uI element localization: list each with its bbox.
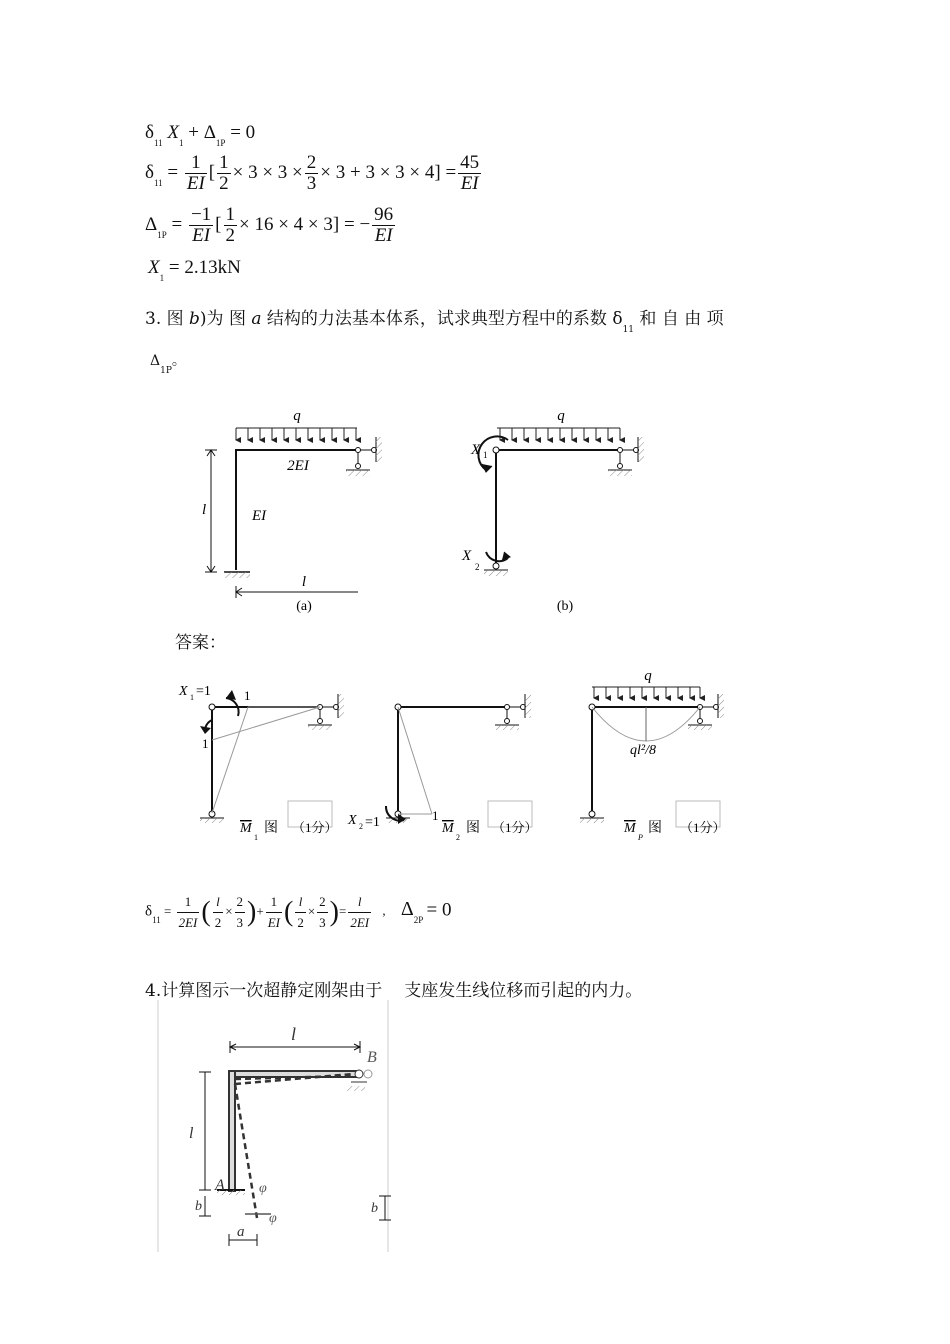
svg-text:2: 2 bbox=[456, 833, 460, 842]
question-3-line2: $\Delta_{1P}$。 bbox=[150, 353, 186, 376]
svg-text:2: 2 bbox=[475, 562, 480, 572]
svg-text:2EI: 2EI bbox=[287, 458, 309, 474]
svg-text:q: q bbox=[644, 668, 652, 684]
m1-diagram bbox=[178, 684, 344, 842]
mp-diagram bbox=[580, 668, 726, 842]
svg-text:=1: =1 bbox=[365, 815, 380, 830]
svg-text:图: 图 bbox=[648, 821, 662, 836]
equation-4: $X_1 = 2.13kN$ bbox=[148, 257, 241, 283]
svg-text:1: 1 bbox=[432, 808, 439, 823]
load-q-label-a: q bbox=[293, 408, 301, 424]
svg-text:b: b bbox=[371, 1201, 378, 1216]
svg-text:a: a bbox=[237, 1224, 245, 1240]
svg-text:l: l bbox=[301, 574, 307, 590]
svg-text:l: l bbox=[189, 1125, 194, 1142]
svg-text:EI: EI bbox=[252, 508, 267, 524]
svg-text:=1: =1 bbox=[196, 684, 211, 699]
svg-text:X: X bbox=[462, 548, 472, 564]
answer-label: 答案： bbox=[175, 633, 226, 653]
svg-text:1: 1 bbox=[244, 688, 251, 703]
distributed-load-b bbox=[497, 428, 620, 440]
svg-text:（1分）: （1分） bbox=[292, 820, 338, 835]
svg-text:（1分）: （1分） bbox=[492, 820, 538, 835]
svg-text:l: l bbox=[202, 502, 207, 518]
figure-b bbox=[461, 408, 644, 614]
figure-a-caption: (a) bbox=[296, 599, 312, 614]
m2-diagram bbox=[347, 694, 538, 842]
question-4: 4.计算图示一次超静定刚架由于 支座发生线位移而引起的内力。 bbox=[145, 981, 643, 1001]
svg-text:b: b bbox=[195, 1199, 202, 1214]
equation-1: $\delta_{11}$ $X_1 + \Delta_{1P} = 0$ bbox=[145, 122, 256, 148]
svg-text:图: 图 bbox=[466, 821, 480, 836]
svg-text:1: 1 bbox=[254, 833, 258, 842]
distributed-load-a bbox=[236, 428, 357, 440]
svg-text:φ: φ bbox=[259, 1181, 267, 1196]
svg-text:图: 图 bbox=[264, 821, 278, 836]
svg-text:X: X bbox=[179, 684, 188, 699]
svg-text:1: 1 bbox=[202, 736, 209, 751]
svg-text:ql²/8: ql²/8 bbox=[630, 743, 656, 758]
svg-text:M: M bbox=[624, 821, 636, 836]
equation-3: $\Delta_{1P}$ = $\frac{-1}{EI}$ [ $\frac{1}{2}$ × 16 × 4 × 3] = − $\frac{96}{EI}$ bbox=[145, 204, 394, 246]
svg-text:1: 1 bbox=[190, 693, 194, 702]
answer-diagrams bbox=[0, 660, 950, 850]
figure-a bbox=[202, 408, 382, 614]
figure-4 bbox=[155, 1000, 391, 1252]
figure-a-b bbox=[0, 400, 950, 620]
svg-text:2: 2 bbox=[359, 822, 363, 831]
figure-b-caption: (b) bbox=[556, 599, 574, 614]
result-equation: $\delta_{11}$ = $\frac{1}{2EI}$ ( $\frac{l}{2}$ × $\frac{2}{3}$ )+ $\frac{1}{EI}$ ( $\frac{l}{2}$ × $\frac{2}{3}$ )= $\frac{l}{2EI}$ , $\Delta_{2P} = 0$ bbox=[145, 894, 452, 930]
svg-text:M: M bbox=[442, 821, 454, 836]
svg-text:P: P bbox=[638, 833, 643, 842]
svg-text:X: X bbox=[348, 813, 357, 828]
svg-text:X: X bbox=[471, 442, 481, 458]
svg-text:（1分）: （1分） bbox=[680, 820, 726, 835]
svg-text:A: A bbox=[215, 1177, 225, 1194]
svg-text:φ: φ bbox=[269, 1211, 277, 1226]
svg-text:l: l bbox=[291, 1024, 297, 1044]
svg-text:B: B bbox=[367, 1049, 377, 1066]
svg-text:M: M bbox=[240, 821, 252, 836]
equation-2: $\delta_{11}$ = $\frac{1}{EI}$ [ $\frac{1}{2}$ × 3 × 3 × $\frac{2}{3}$ × 3 + 3 × 3 × 4] = $\frac{45}{EI}$ bbox=[145, 152, 480, 194]
question-3-line1: 3. 图 b)为 图 a 结构的力法基本体系，试求典型方程中的系数 $\delta_{11}$ 和 自 由 项 bbox=[145, 309, 724, 335]
svg-text:q: q bbox=[557, 408, 565, 424]
svg-text:1: 1 bbox=[483, 450, 488, 460]
